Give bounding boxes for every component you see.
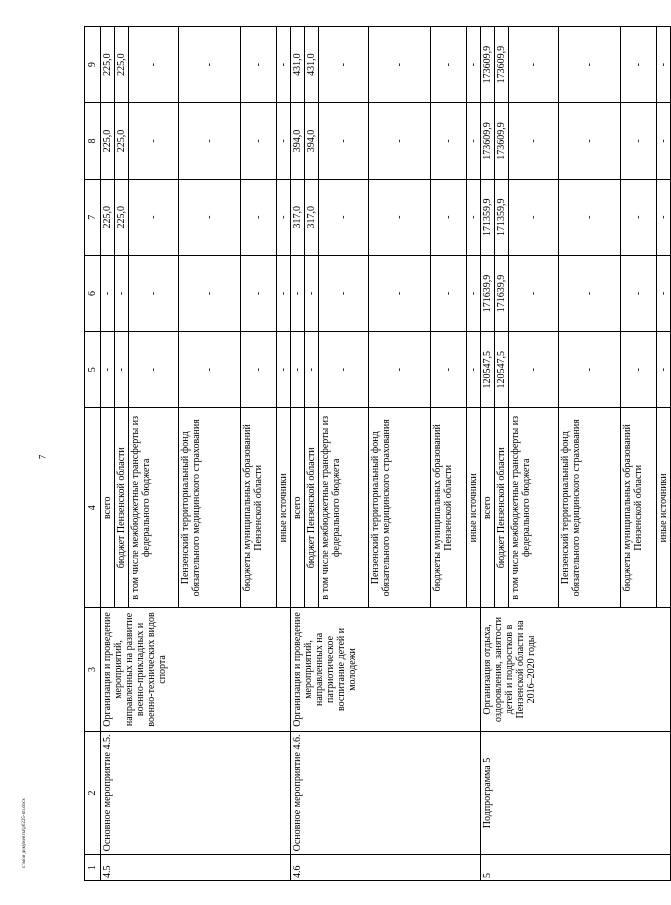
- value-cell: -: [621, 332, 657, 408]
- column-number-3: 3: [85, 608, 101, 732]
- value-cell: -: [657, 255, 671, 331]
- value-cell: -: [467, 27, 481, 103]
- item-description: Организация отдыха, оздоровления, занятости детей и подростков в Пензенской области на 2016–2020 годы: [481, 608, 671, 732]
- value-cell: 225,0: [101, 27, 115, 103]
- value-cell: -: [277, 255, 291, 331]
- value-cell: -: [179, 179, 241, 255]
- value-cell: -: [431, 179, 467, 255]
- value-cell: -: [559, 103, 621, 179]
- value-cell: 431,0: [305, 27, 319, 103]
- funding-source: всего: [291, 408, 305, 608]
- value-cell: -: [129, 332, 179, 408]
- value-cell: 225,0: [101, 103, 115, 179]
- value-cell: -: [431, 255, 467, 331]
- value-cell: 120547,5: [481, 332, 495, 408]
- funding-source: Пензенский территориальный фонд обязательного медицинского страхования: [559, 408, 621, 608]
- value-cell: 317,0: [291, 179, 305, 255]
- funding-source: бюджет Пензенской области: [495, 408, 509, 608]
- column-number-1: 1: [85, 855, 101, 881]
- value-cell: -: [179, 332, 241, 408]
- value-cell: -: [467, 179, 481, 255]
- value-cell: 225,0: [101, 179, 115, 255]
- value-cell: -: [621, 27, 657, 103]
- funding-source: бюджеты муниципальных образований Пензенской области: [241, 408, 277, 608]
- item-number: 4.6: [291, 855, 481, 881]
- value-cell: -: [319, 255, 369, 331]
- value-cell: -: [621, 179, 657, 255]
- value-cell: 394,0: [305, 103, 319, 179]
- value-cell: 120547,5: [495, 332, 509, 408]
- value-cell: -: [129, 27, 179, 103]
- item-name: Основное мероприятие 4.6.: [291, 731, 481, 855]
- value-cell: -: [305, 332, 319, 408]
- value-cell: 225,0: [115, 179, 129, 255]
- value-cell: -: [291, 255, 305, 331]
- value-cell: -: [431, 27, 467, 103]
- value-cell: 171359,9: [495, 179, 509, 255]
- value-cell: -: [277, 27, 291, 103]
- funding-source: иные источники: [467, 408, 481, 608]
- value-cell: -: [277, 179, 291, 255]
- value-cell: -: [559, 332, 621, 408]
- value-cell: -: [621, 103, 657, 179]
- value-cell: -: [657, 332, 671, 408]
- header-row: [85, 27, 101, 881]
- column-number-7: 7: [85, 179, 101, 255]
- item-number: 4.5: [101, 855, 291, 881]
- page-number: 7: [37, 454, 48, 460]
- value-cell: -: [115, 332, 129, 408]
- funding-source: иные источники: [277, 408, 291, 608]
- funding-source: в том числе межбюджетные трансферты из федерального бюджета: [129, 408, 179, 608]
- value-cell: -: [431, 103, 467, 179]
- value-cell: 394,0: [291, 103, 305, 179]
- value-cell: -: [115, 255, 129, 331]
- value-cell: -: [179, 103, 241, 179]
- funding-source: в том числе межбюджетные трансферты из федерального бюджета: [319, 408, 369, 608]
- value-cell: -: [129, 255, 179, 331]
- value-cell: -: [369, 179, 431, 255]
- value-cell: -: [241, 27, 277, 103]
- value-cell: -: [559, 27, 621, 103]
- value-cell: -: [621, 255, 657, 331]
- funding-source: Пензенский территориальный фонд обязательного медицинского страхования: [179, 408, 241, 608]
- value-cell: -: [129, 179, 179, 255]
- item-name: Подпрограмма 5: [481, 731, 671, 855]
- table-row: [481, 27, 495, 881]
- budget-table: [84, 26, 671, 881]
- value-cell: -: [369, 255, 431, 331]
- item-description: Организация и проведение мероприятий, направленных на развитие военно-прикладных и военно-технических видов спорта: [101, 608, 291, 732]
- value-cell: -: [179, 27, 241, 103]
- value-cell: -: [369, 103, 431, 179]
- value-cell: -: [559, 179, 621, 255]
- value-cell: -: [179, 255, 241, 331]
- footer-file-path: c:\мои документы\р0225-пп.docx: [22, 798, 27, 868]
- rotated-table-page: [84, 26, 669, 881]
- value-cell: -: [657, 179, 671, 255]
- value-cell: -: [241, 103, 277, 179]
- funding-source: бюджет Пензенской области: [115, 408, 129, 608]
- value-cell: -: [241, 332, 277, 408]
- value-cell: -: [467, 332, 481, 408]
- value-cell: -: [101, 332, 115, 408]
- funding-source: бюджеты муниципальных образований Пензенской области: [431, 408, 467, 608]
- value-cell: -: [657, 27, 671, 103]
- value-cell: -: [291, 332, 305, 408]
- value-cell: -: [657, 103, 671, 179]
- column-number-5: 5: [85, 332, 101, 408]
- value-cell: -: [509, 332, 559, 408]
- funding-source: всего: [101, 408, 115, 608]
- funding-source: Пензенский территориальный фонд обязательного медицинского страхования: [369, 408, 431, 608]
- value-cell: 171359,9: [481, 179, 495, 255]
- column-number-9: 9: [85, 27, 101, 103]
- value-cell: -: [467, 103, 481, 179]
- value-cell: -: [319, 27, 369, 103]
- value-cell: 171639,9: [481, 255, 495, 331]
- value-cell: -: [101, 255, 115, 331]
- funding-source: в том числе межбюджетные трансферты из федерального бюджета: [509, 408, 559, 608]
- value-cell: -: [509, 27, 559, 103]
- table-row: [291, 27, 305, 881]
- value-cell: 173609,9: [495, 27, 509, 103]
- value-cell: -: [319, 179, 369, 255]
- value-cell: 431,0: [291, 27, 305, 103]
- column-number-2: 2: [85, 731, 101, 855]
- column-number-6: 6: [85, 255, 101, 331]
- funding-source: всего: [481, 408, 495, 608]
- value-cell: -: [467, 255, 481, 331]
- funding-source: бюджеты муниципальных образований Пензенской области: [621, 408, 657, 608]
- value-cell: -: [277, 332, 291, 408]
- value-cell: -: [509, 179, 559, 255]
- value-cell: -: [305, 255, 319, 331]
- value-cell: -: [369, 332, 431, 408]
- value-cell: -: [129, 103, 179, 179]
- value-cell: -: [241, 255, 277, 331]
- column-number-4: 4: [85, 408, 101, 608]
- item-name: Основное мероприятие 4.5.: [101, 731, 291, 855]
- value-cell: -: [277, 103, 291, 179]
- value-cell: 225,0: [115, 27, 129, 103]
- funding-source: иные источники: [657, 408, 671, 608]
- item-description: Организация и проведение мероприятий, направленных на патриотическое воспитание детей и молодежи: [291, 608, 481, 732]
- value-cell: 173609,9: [481, 27, 495, 103]
- table-row: [101, 27, 115, 881]
- value-cell: -: [509, 103, 559, 179]
- value-cell: 173609,9: [481, 103, 495, 179]
- value-cell: 171639,9: [495, 255, 509, 331]
- value-cell: 173609,9: [495, 103, 509, 179]
- value-cell: -: [369, 27, 431, 103]
- value-cell: -: [241, 179, 277, 255]
- value-cell: 225,0: [115, 103, 129, 179]
- value-cell: -: [559, 255, 621, 331]
- item-number: 5: [481, 855, 671, 881]
- value-cell: -: [509, 255, 559, 331]
- value-cell: -: [319, 103, 369, 179]
- value-cell: -: [431, 332, 467, 408]
- funding-source: бюджет Пензенской области: [305, 408, 319, 608]
- value-cell: -: [319, 332, 369, 408]
- column-number-8: 8: [85, 103, 101, 179]
- value-cell: 317,0: [305, 179, 319, 255]
